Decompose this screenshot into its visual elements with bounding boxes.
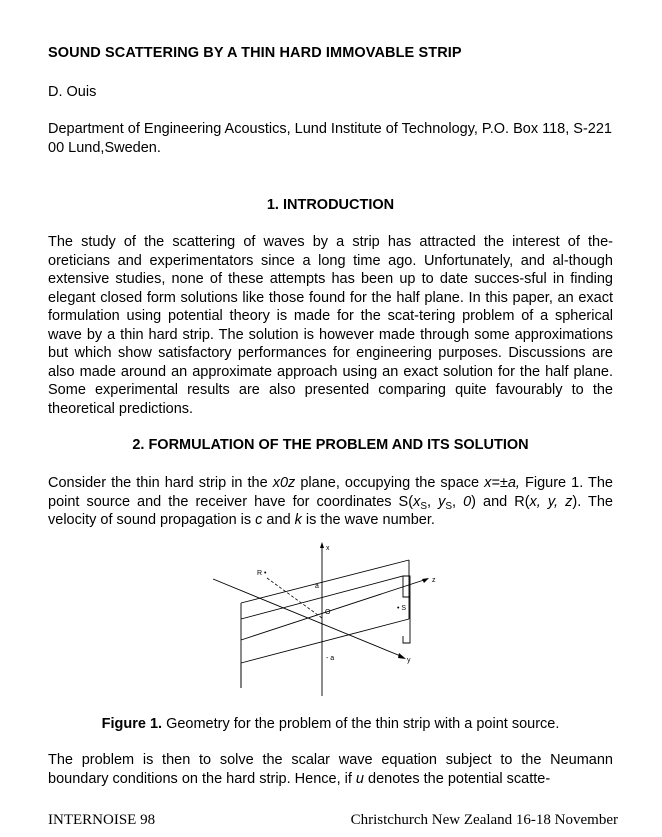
y-axis-label: y	[407, 657, 411, 664]
receiver-label: R •	[257, 570, 267, 577]
source-label: • S	[397, 605, 407, 612]
problem-paragraph: The problem is then to solve the scalar wave equation subject to the Neumann boundary conditions on the hard strip. Hence, if u denotes the potential scatte-	[48, 752, 613, 787]
plus-a-label: a	[315, 583, 319, 590]
section-heading-introduction: 1. INTRODUCTION	[266, 197, 395, 213]
formulation-paragraph: Consider the thin hard strip in the x0z plane, occupying the space x=±a, Figure 1. The point source and the receiver have for coordinates $S(x_S$, $y_S$, 0) and R(x, y, z). The velocity of sound propagation is c and k is the wave number.	[48, 475, 613, 528]
z-axis-arrow	[422, 578, 429, 583]
author-name: D. Ouis	[48, 84, 97, 100]
strip-geometry-diagram	[205, 538, 445, 700]
figure-caption: Figure 1. Geometry for the problem of the thin strip with a point source.	[101, 716, 560, 732]
x-axis-label: x	[326, 545, 330, 552]
footer-location-date: Christchurch New Zealand 16-18 November	[350, 812, 618, 828]
paper-title: SOUND SCATTERING BY A THIN HARD IMMOVABLE STRIP	[48, 45, 462, 61]
x-axis-arrow	[320, 542, 324, 548]
strip-geometry-figure	[205, 538, 445, 700]
introduction-paragraph: The study of the scattering of waves by a strip has attracted the interest of the-oreticians and experimentators since a long time ago. Unfortunately, and al-though extensive studies, none of these attempts has been up to date succes-sful in finding elegant closed form solutions like those found for the half plane. In this paper, an exact formulation using potential theory is made for the scat-tering problem of a spherical wave by a thin hard strip. The solution is however made through some approximations but which show satisfactory performances for engineering purposes. Discussions are also made around an approximate approach using an exact solution for the half plane. Some experimental results are also presented comparing quite favourably to the theoretical predictions.	[48, 234, 613, 417]
footer-conference: INTERNOISE 98	[48, 812, 156, 828]
strip-bottom-edge	[241, 619, 409, 663]
minus-a-label: - a	[326, 655, 335, 662]
z-axis-label: z	[432, 577, 436, 584]
section-heading-formulation: 2. FORMULATION OF THE PROBLEM AND ITS SOLUTION	[132, 437, 529, 453]
origin-label: O	[325, 609, 331, 616]
y-axis-arrow	[398, 653, 406, 659]
affiliation: Department of Engineering Acoustics, Lund Institute of Technology, P.O. Box 118, S-221 00 Lund,Sweden.	[48, 121, 612, 156]
